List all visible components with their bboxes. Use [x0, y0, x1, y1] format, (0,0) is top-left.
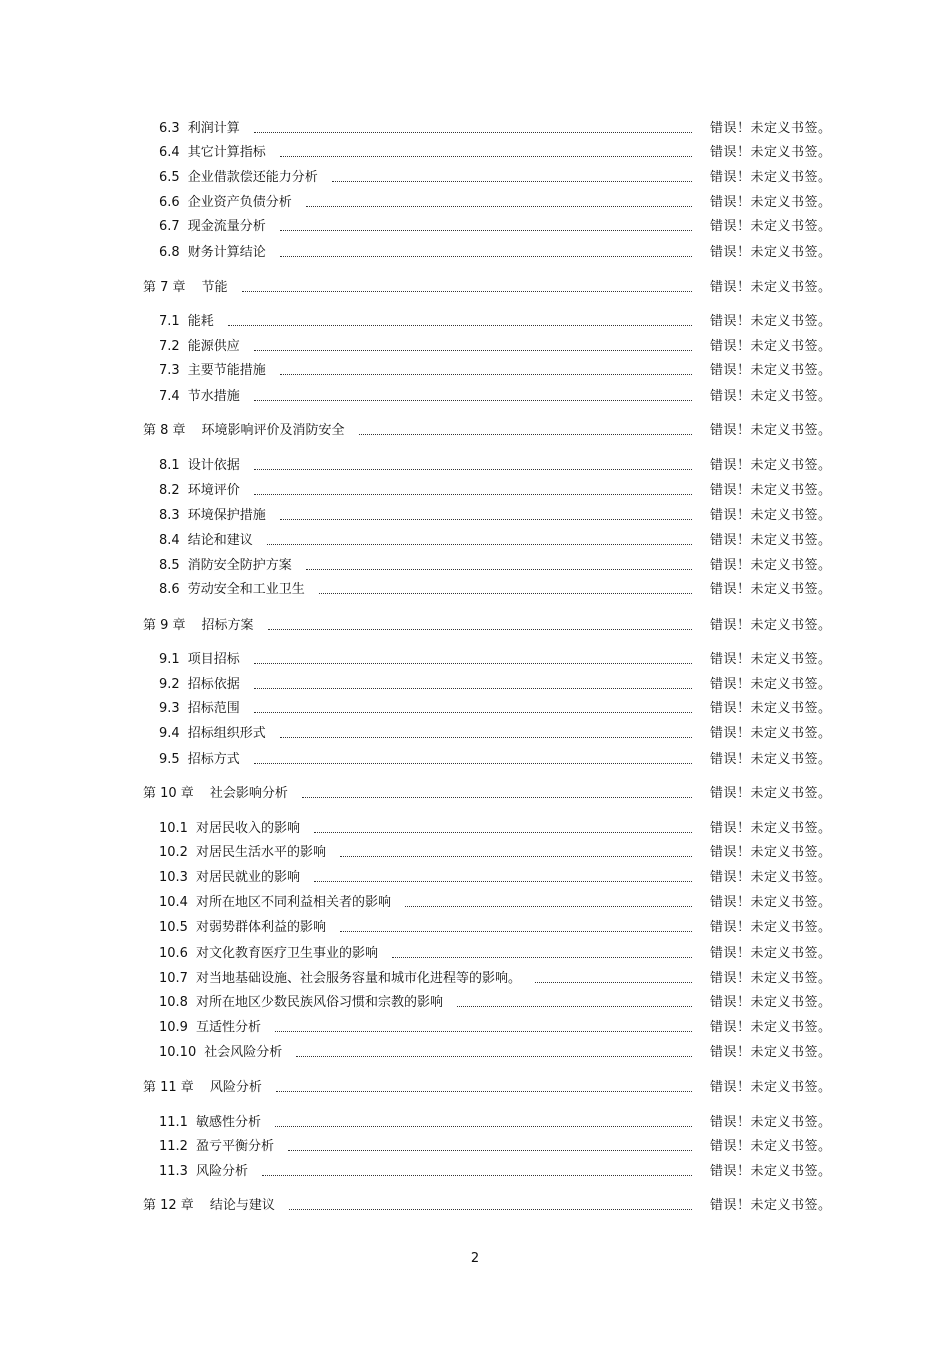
toc-section-entry[interactable]: [0, 243, 950, 263]
toc-page-reference: 错误！未定义书签。: [710, 219, 832, 234]
toc-page-reference: 错误！未定义书签。: [710, 582, 832, 597]
page-number: 2: [470, 1251, 480, 1266]
toc-leader-dots: [254, 663, 692, 664]
toc-leader-dots: [392, 957, 692, 958]
toc-page-reference: 错误！未定义书签。: [710, 558, 832, 573]
toc-chapter-entry[interactable]: [0, 616, 950, 636]
toc-entry-label: [143, 1196, 275, 1216]
toc-section-entry[interactable]: [0, 1162, 950, 1182]
toc-section-entry[interactable]: [0, 556, 950, 576]
toc-entry-label: [159, 918, 326, 938]
toc-entry-number: 6.5: [159, 170, 180, 185]
toc-leader-dots: [289, 1209, 692, 1210]
toc-entry-title: 环境评价: [187, 483, 240, 498]
toc-entry-title: 对居民就业的影响: [195, 870, 300, 885]
toc-section-entry[interactable]: [0, 675, 950, 695]
toc-entry-label: [159, 843, 326, 863]
toc-entry-title: 风险分析: [195, 1164, 248, 1179]
toc-entry-label: [159, 556, 292, 576]
toc-entry-label: [159, 168, 318, 188]
toc-leader-dots: [254, 400, 692, 401]
toc-leader-dots: [340, 931, 692, 932]
toc-entry-label: [159, 337, 240, 357]
toc-section-entry[interactable]: [0, 168, 950, 188]
toc-section-entry[interactable]: [0, 893, 950, 913]
toc-section-entry[interactable]: [0, 361, 950, 381]
toc-entry-title: 对居民收入的影响: [195, 821, 300, 836]
toc-page-reference: 错误！未定义书签。: [710, 121, 832, 136]
toc-entry-title: 招标方案: [201, 618, 254, 633]
toc-entry-label: [159, 217, 266, 237]
toc-entry-label: [159, 993, 443, 1013]
toc-leader-dots: [254, 763, 692, 764]
toc-entry-label: [159, 1018, 261, 1038]
toc-entry-label: [159, 750, 240, 770]
toc-entry-number: 第 7 章: [143, 280, 186, 295]
toc-section-entry[interactable]: [0, 819, 950, 839]
toc-page-reference: 错误！未定义书签。: [710, 870, 832, 885]
toc-entry-title: 现金流量分析: [187, 219, 266, 234]
toc-entry-label: [159, 969, 521, 989]
toc-leader-dots: [254, 132, 692, 133]
toc-page-reference: 错误！未定义书签。: [710, 821, 832, 836]
toc-entry-number: 10.7: [159, 971, 188, 986]
toc-leader-dots: [306, 206, 692, 207]
toc-entry-title: 招标方式: [187, 752, 240, 767]
toc-section-entry[interactable]: [0, 724, 950, 744]
toc-leader-dots: [254, 469, 692, 470]
toc-section-entry[interactable]: [0, 650, 950, 670]
toc-entry-title: 结论和建议: [187, 533, 253, 548]
toc-page-reference: 错误！未定义书签。: [710, 314, 832, 329]
toc-entry-number: 9.1: [159, 652, 180, 667]
toc-page-reference: 错误！未定义书签。: [710, 752, 832, 767]
toc-leader-dots: [302, 797, 692, 798]
toc-leader-dots: [268, 629, 692, 630]
toc-section-entry[interactable]: [0, 119, 950, 139]
toc-page-reference: 错误！未定义书签。: [710, 170, 832, 185]
toc-entry-number: 10.4: [159, 895, 188, 910]
toc-entry-label: [159, 243, 266, 263]
toc-leader-dots: [314, 832, 692, 833]
toc-entry-number: 第 8 章: [143, 423, 186, 438]
toc-entry-label: [159, 361, 266, 381]
toc-entry-number: 10.5: [159, 920, 188, 935]
toc-entry-number: 8.2: [159, 483, 180, 498]
toc-entry-number: 10.10: [159, 1045, 197, 1060]
toc-entry-title: 其它计算指标: [187, 145, 266, 160]
toc-page-reference: 错误！未定义书签。: [710, 280, 832, 295]
toc-entry-title: 节能: [201, 280, 228, 295]
toc-leader-dots: [280, 519, 692, 520]
toc-entry-number: 7.4: [159, 389, 180, 404]
toc-leader-dots: [228, 325, 692, 326]
toc-chapter-entry[interactable]: [0, 1196, 950, 1216]
toc-entry-number: 10.3: [159, 870, 188, 885]
toc-page-reference: 错误！未定义书签。: [710, 1045, 832, 1060]
toc-entry-label: [143, 421, 345, 441]
toc-leader-dots: [254, 688, 692, 689]
toc-entry-number: 11.1: [159, 1115, 188, 1130]
toc-page-reference: 错误！未定义书签。: [710, 920, 832, 935]
toc-entry-title: 环境保护措施: [187, 508, 266, 523]
toc-entry-label: [159, 312, 214, 332]
toc-leader-dots: [359, 434, 692, 435]
toc-entry-number: 8.6: [159, 582, 180, 597]
toc-leader-dots: [242, 291, 692, 292]
toc-leader-dots: [254, 494, 692, 495]
toc-entry-label: [159, 868, 300, 888]
toc-entry-number: 6.6: [159, 195, 180, 210]
toc-entry-label: [159, 1137, 274, 1157]
toc-page-reference: 错误！未定义书签。: [710, 677, 832, 692]
toc-leader-dots: [314, 881, 692, 882]
toc-entry-label: [159, 456, 240, 476]
toc-entry-label: [159, 699, 240, 719]
toc-entry-title: 对弱势群体利益的影响: [195, 920, 326, 935]
toc-entry-title: 敏感性分析: [195, 1115, 261, 1130]
toc-page-reference: 错误！未定义书签。: [710, 195, 832, 210]
toc-leader-dots: [267, 544, 692, 545]
toc-entry-label: [159, 650, 240, 670]
toc-entry-label: [143, 278, 228, 298]
toc-leader-dots: [280, 156, 692, 157]
toc-page-reference: 错误！未定义书签。: [710, 1139, 832, 1154]
toc-chapter-entry[interactable]: [0, 1078, 950, 1098]
toc-entry-number: 9.3: [159, 701, 180, 716]
toc-entry-title: 社会影响分析: [209, 786, 288, 801]
toc-leader-dots: [280, 374, 692, 375]
toc-entry-label: [159, 531, 253, 551]
toc-entry-title: 节水措施: [187, 389, 240, 404]
toc-page-reference: 错误！未定义书签。: [710, 652, 832, 667]
toc-entry-title: 结论与建议: [209, 1198, 275, 1213]
toc-entry-label: [159, 119, 240, 139]
toc-entry-title: 对居民生活水平的影响: [195, 845, 326, 860]
toc-chapter-entry[interactable]: [0, 421, 950, 441]
toc-page-reference: 错误！未定义书签。: [710, 946, 832, 961]
toc-entry-number: 10.9: [159, 1020, 188, 1035]
toc-entry-title: 企业借款偿还能力分析: [187, 170, 318, 185]
toc-section-entry[interactable]: [0, 969, 950, 989]
toc-leader-dots: [535, 982, 692, 983]
toc-entry-title: 消防安全防护方案: [187, 558, 292, 573]
toc-page-reference: 错误！未定义书签。: [710, 423, 832, 438]
toc-entry-label: [143, 616, 254, 636]
toc-entry-number: 10.8: [159, 995, 188, 1010]
toc-leader-dots: [340, 856, 692, 857]
toc-entry-title: 项目招标: [187, 652, 240, 667]
toc-leader-dots: [405, 906, 692, 907]
toc-entry-title: 设计依据: [187, 458, 240, 473]
toc-section-entry[interactable]: [0, 1043, 950, 1063]
toc-leader-dots: [254, 712, 692, 713]
toc-entry-title: 能耗: [187, 314, 214, 329]
toc-section-entry[interactable]: [0, 868, 950, 888]
toc-entry-number: 第 12 章: [143, 1198, 194, 1213]
toc-leader-dots: [296, 1056, 692, 1057]
toc-entry-title: 招标组织形式: [187, 726, 266, 741]
toc-page-reference: 错误！未定义书签。: [710, 508, 832, 523]
toc-entry-label: [143, 784, 288, 804]
toc-page-reference: 错误！未定义书签。: [710, 1080, 832, 1095]
toc-entry-title: 利润计算: [187, 121, 240, 136]
toc-entry-number: 7.3: [159, 363, 180, 378]
toc-leader-dots: [319, 593, 692, 594]
toc-entry-title: 对所在地区少数民族风俗习惯和宗教的影响: [195, 995, 443, 1010]
toc-section-entry[interactable]: [0, 699, 950, 719]
toc-entry-title: 招标依据: [187, 677, 240, 692]
toc-leader-dots: [275, 1126, 692, 1127]
toc-entry-number: 6.7: [159, 219, 180, 234]
toc-entry-number: 6.3: [159, 121, 180, 136]
toc-section-entry[interactable]: [0, 387, 950, 407]
toc-section-entry[interactable]: [0, 1113, 950, 1133]
toc-entry-label: [159, 143, 266, 163]
toc-page-reference: 错误！未定义书签。: [710, 145, 832, 160]
toc-section-entry[interactable]: [0, 580, 950, 600]
toc-chapter-entry[interactable]: [0, 278, 950, 298]
toc-entry-title: 环境影响评价及消防安全: [201, 423, 345, 438]
toc-entry-label: [159, 1043, 282, 1063]
toc-entry-title: 对当地基础设施、社会服务容量和城市化进程等的影响。: [195, 971, 521, 986]
toc-entry-title: 劳动安全和工业卫生: [187, 582, 305, 597]
toc-entry-number: 9.4: [159, 726, 180, 741]
toc-page-reference: 错误！未定义书签。: [710, 1164, 832, 1179]
toc-section-entry[interactable]: [0, 337, 950, 357]
toc-entry-number: 第 10 章: [143, 786, 194, 801]
toc-entry-number: 11.2: [159, 1139, 188, 1154]
toc-entry-number: 8.5: [159, 558, 180, 573]
toc-entry-title: 主要节能措施: [187, 363, 266, 378]
toc-leader-dots: [262, 1175, 692, 1176]
toc-entry-label: [159, 1113, 261, 1133]
toc-entry-label: [159, 580, 305, 600]
toc-section-entry[interactable]: [0, 750, 950, 770]
toc-entry-title: 盈亏平衡分析: [195, 1139, 274, 1154]
toc-section-entry[interactable]: [0, 843, 950, 863]
toc-entry-title: 财务计算结论: [187, 245, 266, 260]
toc-entry-number: 9.5: [159, 752, 180, 767]
toc-entry-title: 社会风险分析: [204, 1045, 283, 1060]
toc-page-reference: 错误！未定义书签。: [710, 995, 832, 1010]
toc-entry-label: [159, 193, 292, 213]
toc-leader-dots: [280, 256, 692, 257]
toc-entry-number: 10.2: [159, 845, 188, 860]
toc-page-reference: 错误！未定义书签。: [710, 389, 832, 404]
toc-page-reference: 错误！未定义书签。: [710, 1198, 832, 1213]
toc-page-reference: 错误！未定义书签。: [710, 483, 832, 498]
toc-entry-label: [143, 1078, 262, 1098]
toc-entry-number: 11.3: [159, 1164, 188, 1179]
toc-page-reference: 错误！未定义书签。: [710, 533, 832, 548]
toc-entry-label: [159, 1162, 248, 1182]
toc-section-entry[interactable]: [0, 217, 950, 237]
toc-leader-dots: [280, 230, 692, 231]
toc-entry-number: 6.4: [159, 145, 180, 160]
toc-leader-dots: [254, 350, 692, 351]
toc-entry-label: [159, 675, 240, 695]
toc-section-entry[interactable]: [0, 506, 950, 526]
toc-page-reference: 错误！未定义书签。: [710, 701, 832, 716]
toc-entry-number: 8.3: [159, 508, 180, 523]
toc-section-entry[interactable]: [0, 481, 950, 501]
toc-entry-label: [159, 506, 266, 526]
toc-page-reference: 错误！未定义书签。: [710, 618, 832, 633]
toc-page-reference: 错误！未定义书签。: [710, 339, 832, 354]
toc-page-reference: 错误！未定义书签。: [710, 845, 832, 860]
toc-entry-number: 10.6: [159, 946, 188, 961]
toc-leader-dots: [457, 1006, 692, 1007]
toc-page-reference: 错误！未定义书签。: [710, 458, 832, 473]
toc-section-entry[interactable]: [0, 143, 950, 163]
toc-entry-title: 对所在地区不同利益相关者的影响: [195, 895, 391, 910]
toc-section-entry[interactable]: [0, 312, 950, 332]
toc-leader-dots: [288, 1150, 692, 1151]
toc-entry-label: [159, 893, 391, 913]
toc-entry-label: [159, 481, 240, 501]
toc-leader-dots: [280, 737, 692, 738]
toc-leader-dots: [275, 1031, 692, 1032]
toc-entry-title: 招标范围: [187, 701, 240, 716]
toc-entry-title: 互适性分析: [195, 1020, 261, 1035]
toc-section-entry[interactable]: [0, 993, 950, 1013]
toc-section-entry[interactable]: [0, 918, 950, 938]
toc-entry-number: 8.4: [159, 533, 180, 548]
toc-page-reference: 错误！未定义书签。: [710, 971, 832, 986]
toc-page-reference: 错误！未定义书签。: [710, 1115, 832, 1130]
toc-entry-label: [159, 944, 378, 964]
toc-entry-number: 7.1: [159, 314, 180, 329]
toc-entry-label: [159, 724, 266, 744]
toc-entry-number: 10.1: [159, 821, 188, 836]
toc-page-reference: 错误！未定义书签。: [710, 726, 832, 741]
toc-section-entry[interactable]: [0, 531, 950, 551]
toc-entry-label: [159, 387, 240, 407]
toc-section-entry[interactable]: [0, 944, 950, 964]
toc-entry-number: 第 9 章: [143, 618, 186, 633]
toc-entry-number: 6.8: [159, 245, 180, 260]
toc-leader-dots: [276, 1091, 692, 1092]
toc-page-reference: 错误！未定义书签。: [710, 245, 832, 260]
toc-page-reference: 错误！未定义书签。: [710, 1020, 832, 1035]
toc-section-entry[interactable]: [0, 456, 950, 476]
toc-entry-number: 第 11 章: [143, 1080, 194, 1095]
toc-section-entry[interactable]: [0, 1137, 950, 1157]
toc-entry-title: 对文化教育医疗卫生事业的影响: [195, 946, 378, 961]
toc-section-entry[interactable]: [0, 1018, 950, 1038]
toc-entry-title: 能源供应: [187, 339, 240, 354]
toc-leader-dots: [306, 569, 692, 570]
toc-page-reference: 错误！未定义书签。: [710, 895, 832, 910]
toc-page-reference: 错误！未定义书签。: [710, 786, 832, 801]
toc-entry-title: 风险分析: [209, 1080, 262, 1095]
toc-entry-label: [159, 819, 300, 839]
toc-entry-number: 9.2: [159, 677, 180, 692]
toc-leader-dots: [332, 181, 692, 182]
toc-entry-number: 7.2: [159, 339, 180, 354]
toc-chapter-entry[interactable]: [0, 784, 950, 804]
toc-entry-title: 企业资产负债分析: [187, 195, 292, 210]
toc-entry-number: 8.1: [159, 458, 180, 473]
toc-page-reference: 错误！未定义书签。: [710, 363, 832, 378]
toc-section-entry[interactable]: [0, 193, 950, 213]
